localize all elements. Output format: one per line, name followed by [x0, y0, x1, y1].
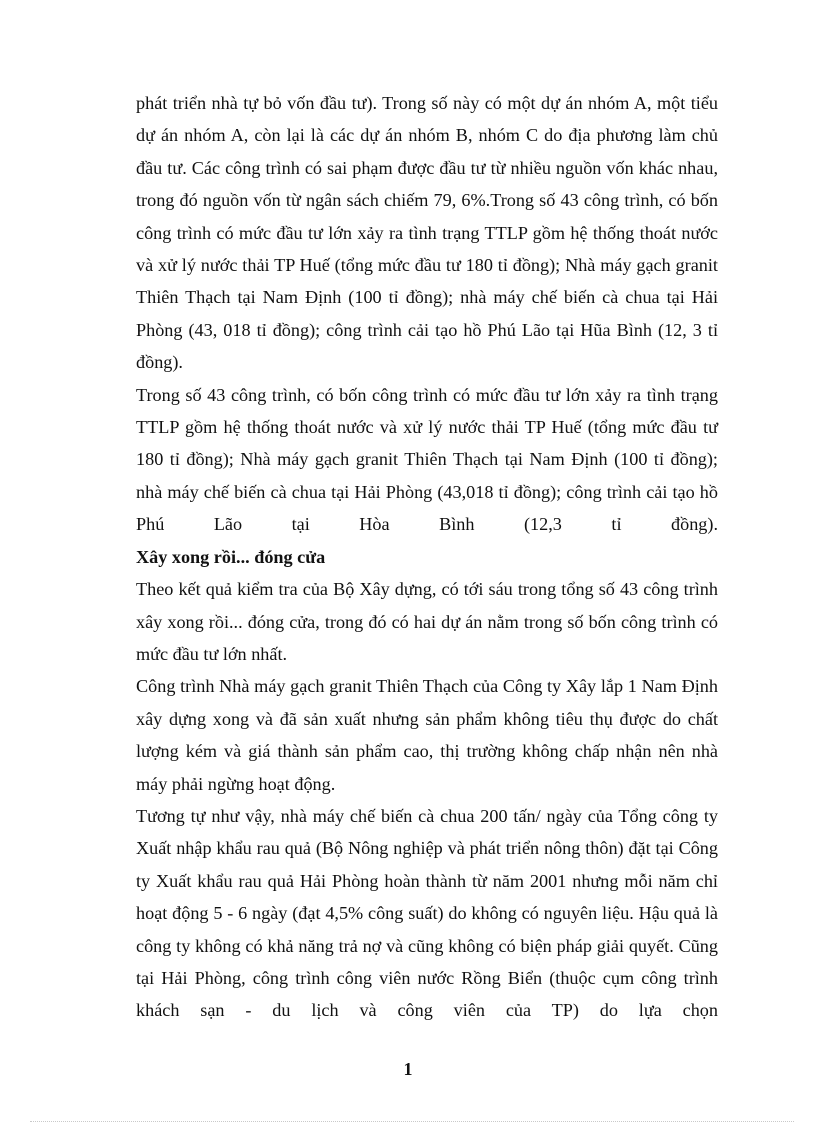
section-heading: Xây xong rồi... đóng cửa [136, 546, 326, 567]
paragraph-inspection-result: Theo kết quả kiểm tra của Bộ Xây dựng, có tới sáu trong tổng số 43 công trình xây xong rồi... đóng cửa, trong đó có hai dự án nằm trong số bốn công trình có mức đầu tư lớn nhất. [136, 579, 718, 664]
paragraph-granite-factory: Công trình Nhà máy gạch granit Thiên Thạch của Công ty Xây lắp 1 Nam Định xây dựng xong và đã sản xuất nhưng sản phẩm không tiêu thụ được do chất lượng kém và giá thành sản phẩm cao, thị trường không chấp nhận nên nhà máy phải ngừng hoạt động. [136, 676, 718, 794]
page-body [136, 87, 718, 1027]
paragraph-repeat: Trong số 43 công trình, có bốn công trình có mức đầu tư lớn xảy ra tình trạng TTLP gồm hệ thống thoát nước và xử lý nước thải TP Huế (tổng mức đầu tư 180 tỉ đồng); Nhà máy gạch granit Thiên Thạch tại Nam Định (100 tỉ đồng); nhà máy chế biến cà chua tại Hải Phòng (43,018 tỉ đồng); công trình cải tạo hồ Phú Lão tại Hòa Bình (12,3 tỉ đồng). [136, 384, 718, 535]
page-bottom-divider [30, 1121, 794, 1122]
paragraph-intro: phát triển nhà tự bỏ vốn đầu tư). Trong số này có một dự án nhóm A, một tiểu dự án nhóm A, còn lại là các dự án nhóm B, nhóm C do địa phương làm chủ đầu tư. Các công trình có sai phạm được đầu tư từ nhiều nguồn vốn khác nhau, trong đó nguồn vốn từ ngân sách chiếm 79, 6%.Trong số 43 công trình, có bốn công trình có mức đầu tư lớn xảy ra tình trạng TTLP gồm hệ thống thoát nước và xử lý nước thải TP Huế (tổng mức đầu tư 180 tỉ đồng); Nhà máy gạch granit Thiên Thạch tại Nam Định (100 tỉ đồng); nhà máy chế biến cà chua tại Hải Phòng (43, 018 tỉ đồng); công trình cải tạo hồ Phú Lão tại Hũa Bình (12, 3 tỉ đồng). [136, 93, 718, 373]
page-number: 1 [403, 1059, 413, 1079]
paragraph-tomato-factory: Tương tự như vậy, nhà máy chế biến cà chua 200 tấn/ ngày của Tổng công ty Xuất nhập khẩu rau quả (Bộ Nông nghiệp và phát triển nông thôn) đặt tại Công ty Xuất khẩu rau quả Hải Phòng hoàn thành từ năm 2001 nhưng mỗi năm chỉ hoạt động 5 - 6 ngày (đạt 4,5% công suất) do không có nguyên liệu. Hậu quả là công ty không có khả năng trả nợ và cũng không có biện pháp giải quyết. Cũng tại Hải Phòng, công trình công viên nước Rồng Biển (thuộc cụm công trình khách sạn - du lịch và công viên của TP) do lựa chọn [136, 805, 718, 1021]
